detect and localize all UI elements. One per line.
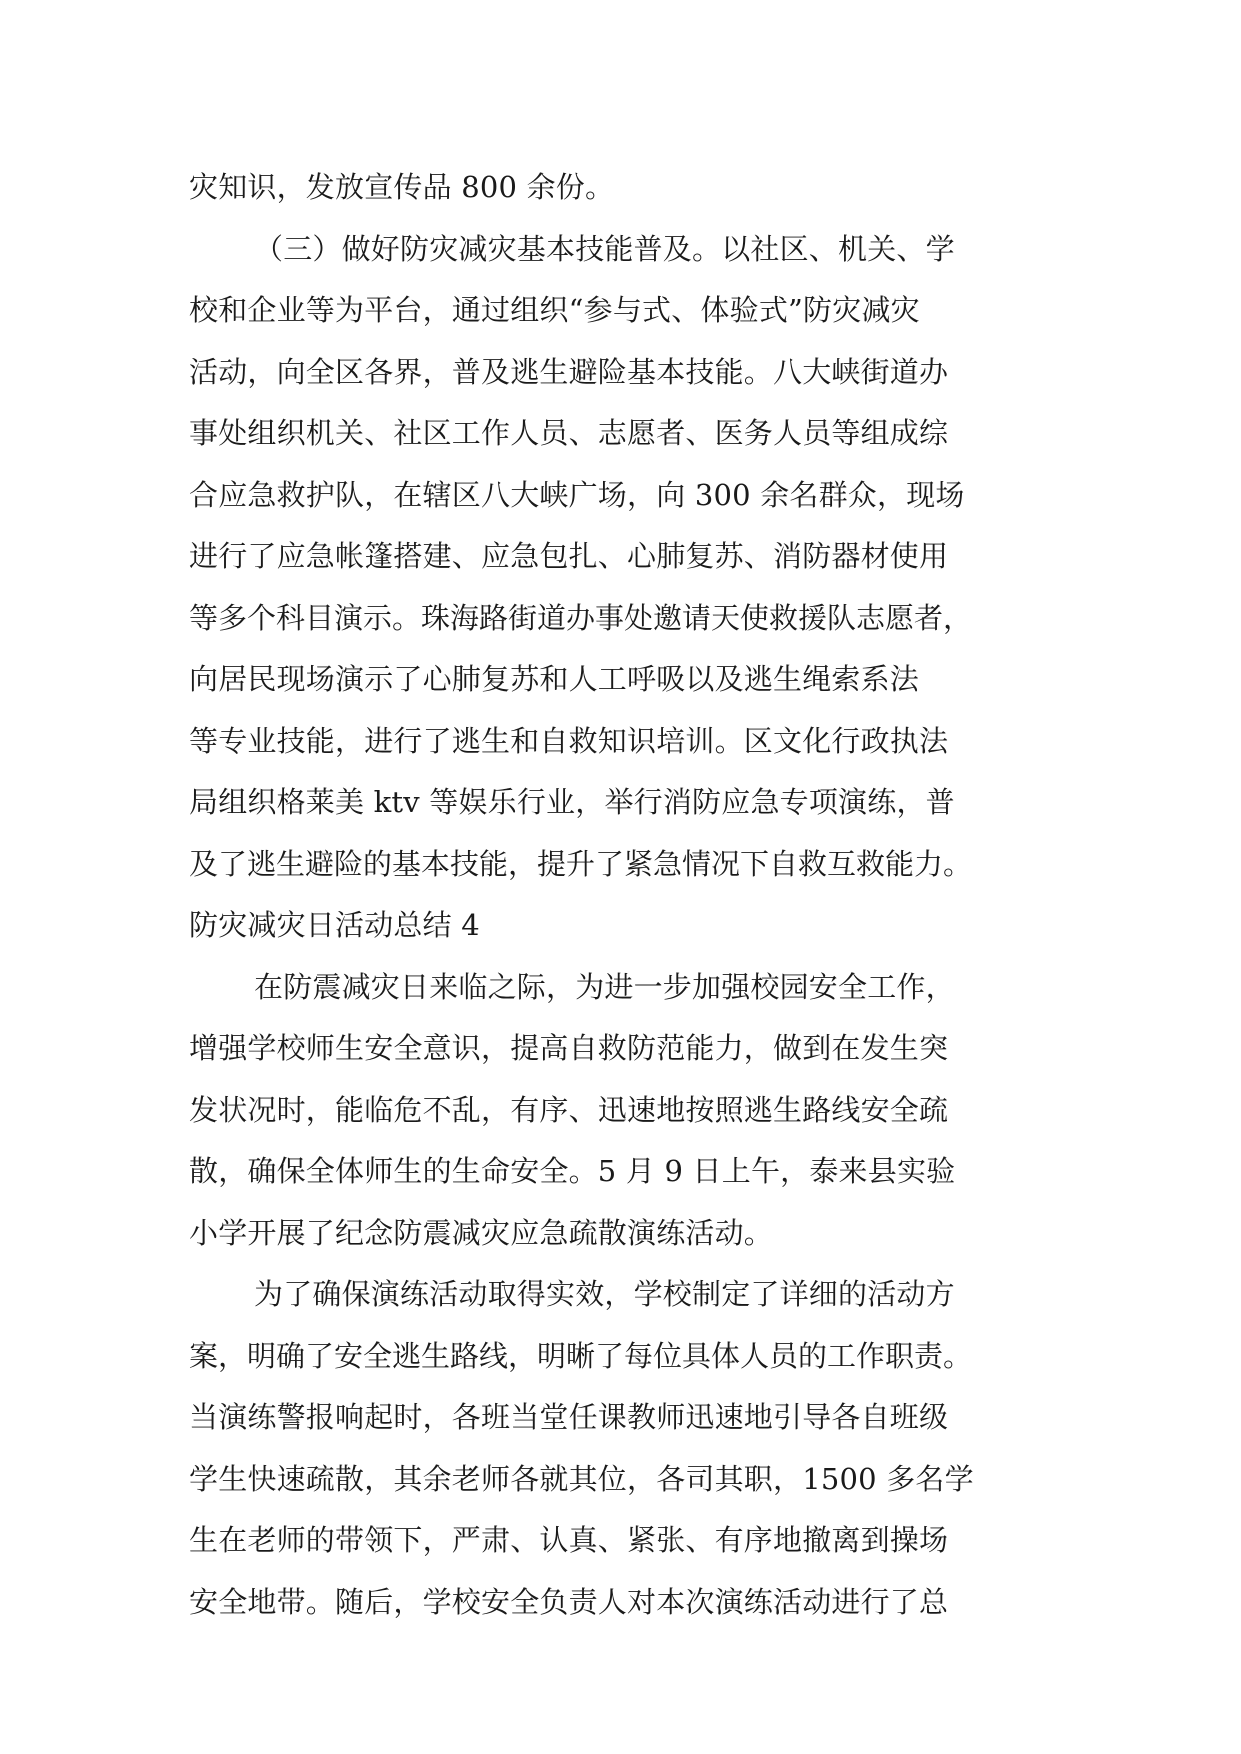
text-line: 当演练警报响起时，各班当堂任课教师迅速地引导各自班级 (189, 1400, 949, 1434)
text-line: 局组织格莱美 ktv 等娱乐行业，举行消防应急专项演练，普 (189, 785, 955, 819)
text-line: 安全地带。随后，学校安全负责人对本次演练活动进行了总 (189, 1584, 949, 1619)
text-line: 学生快速疏散，其余老师各就其位，各司其职，1500 多名学 (189, 1461, 974, 1496)
section-title: 防灾减灾日活动总结 4 (189, 908, 480, 942)
paragraph-heading-3: （三）做好防灾减灾基本技能普及。以社区、机关、学 (254, 231, 955, 266)
text-line: 及了逃生避险的基本技能，提升了紧急情况下自救互救能力。 (189, 846, 973, 881)
text-line: 灾知识，发放宣传品 800 余份。 (189, 170, 615, 204)
text-line: 进行了应急帐篷搭建、应急包扎、心肺复苏、消防器材使用 (189, 539, 949, 573)
text-line: 小学开展了纪念防震减灾应急疏散演练活动。 (189, 1215, 774, 1250)
paragraph-start: 在防震减灾日来临之际，为进一步加强校园安全工作， (254, 969, 955, 1004)
paragraph-start: 为了确保演练活动取得实效，学校制定了详细的活动方 (254, 1277, 955, 1311)
text-line: 活动，向全区各界，普及逃生避险基本技能。八大峡街道办 (189, 354, 949, 389)
text-line: 等专业技能，进行了逃生和自救知识培训。区文化行政执法 (189, 723, 949, 758)
text-line: 增强学校师生安全意识，提高自救防范能力，做到在发生突 (189, 1031, 949, 1065)
text-line: 发状况时，能临危不乱，有序、迅速地按照逃生路线安全疏 (189, 1092, 949, 1127)
text-line: 等多个科目演示。珠海路街道办事处邀请天使救援队志愿者， (189, 600, 973, 635)
text-line: 事处组织机关、社区工作人员、志愿者、医务人员等组成综 (189, 416, 949, 450)
body-text (189, 157, 1069, 1633)
text-line: 生在老师的带领下，严肃、认真、紧张、有序地撤离到操场 (189, 1523, 949, 1557)
text-line: 案，明确了安全逃生路线，明晰了每位具体人员的工作职责。 (189, 1338, 973, 1373)
text-line: 合应急救护队，在辖区八大峡广场，向 300 余名群众，现场 (189, 477, 965, 512)
text-line: 向居民现场演示了心肺复苏和人工呼吸以及逃生绳索系法 (189, 662, 920, 696)
text-line: 校和企业等为平台，通过组织“参与式、体验式”防灾减灾 (189, 293, 920, 327)
text-line: 散，确保全体师生的生命安全。5 月 9 日上午，泰来县实验 (189, 1154, 956, 1188)
